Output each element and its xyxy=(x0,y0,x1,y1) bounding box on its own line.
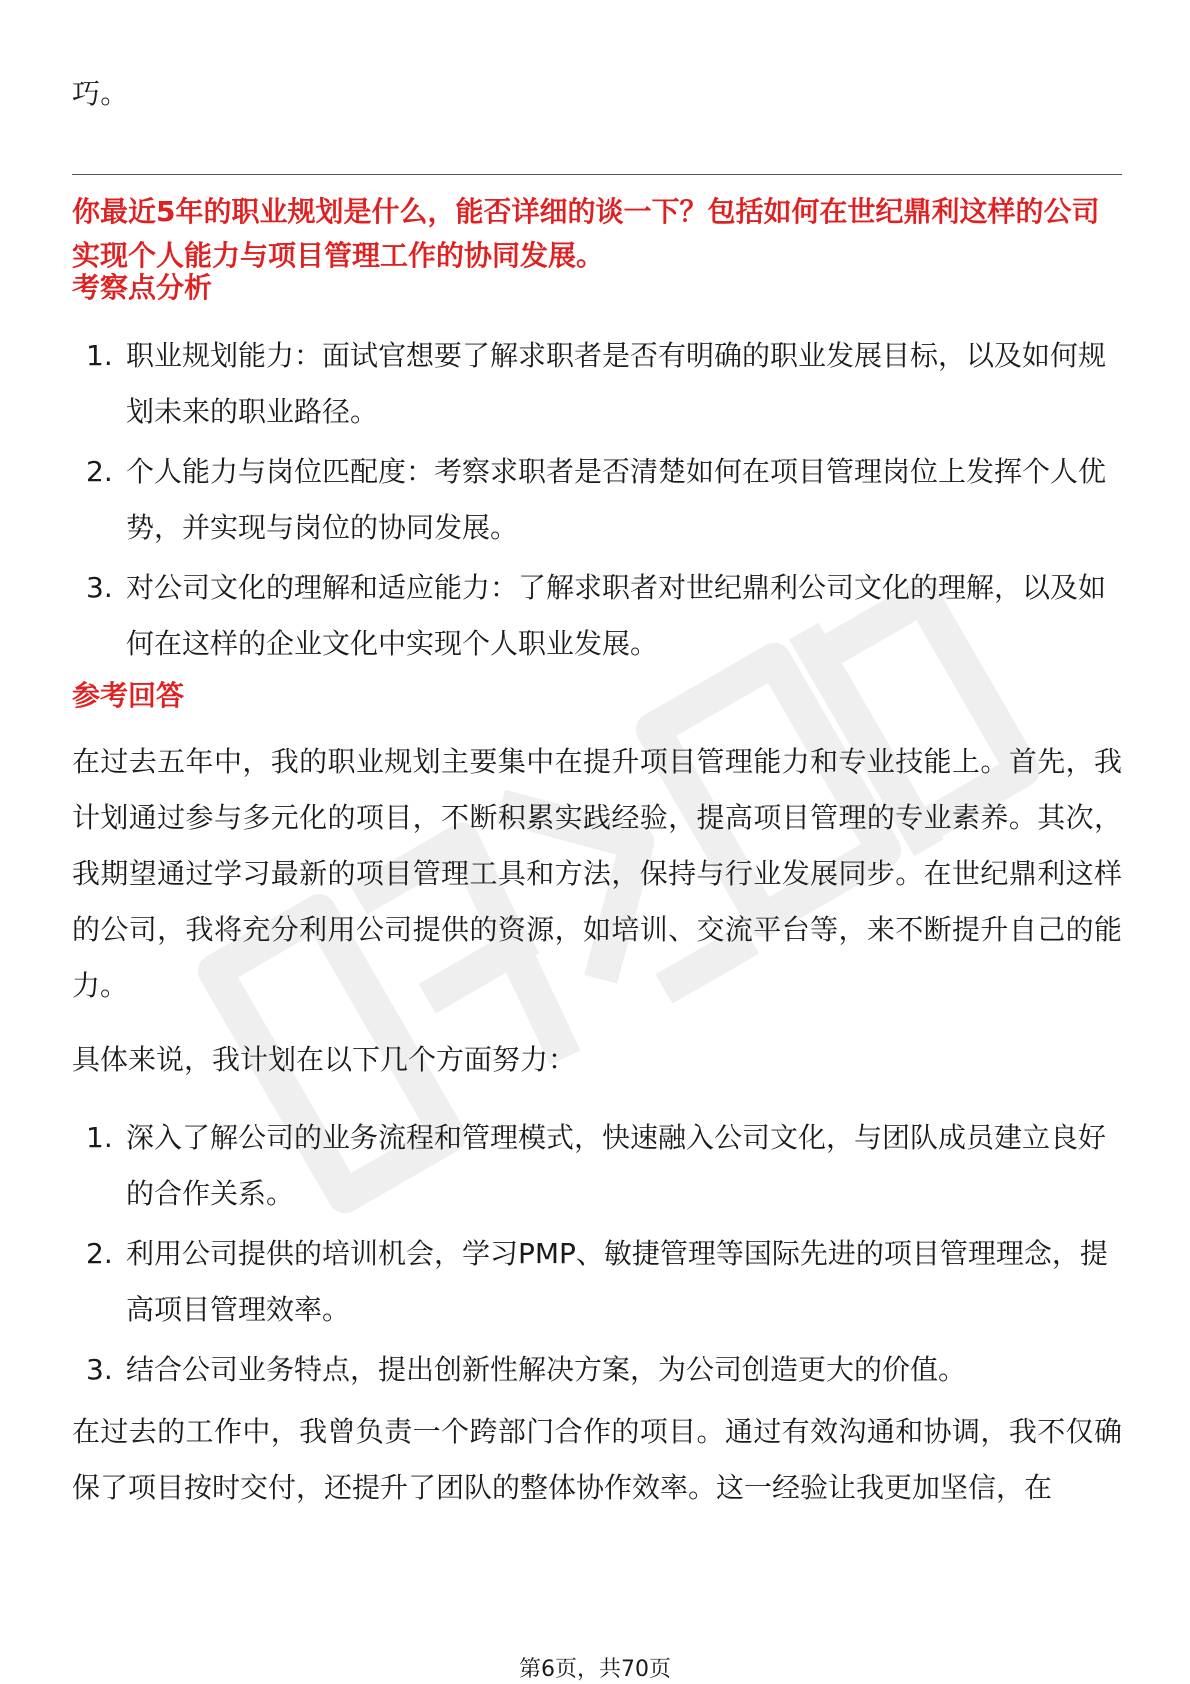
analysis-item xyxy=(72,328,1122,440)
list-number: 2. xyxy=(86,1237,113,1270)
plan-list xyxy=(72,1110,1122,1402)
analysis-item xyxy=(72,444,1122,556)
plan-item xyxy=(72,1342,1122,1398)
interview-question: 你最近5年的职业规划是什么，能否详细的谈一下？包括如何在世纪鼎利这样的公司实现个人能力与项目管理工作的协同发展。 xyxy=(72,195,1100,272)
list-item-text: 个人能力与岗位匹配度：考察求职者是否清楚如何在项目管理岗位上发挥个人优势，并实现与岗位的协同发展。 xyxy=(126,455,1107,544)
continuation-text: 巧。 xyxy=(72,77,129,110)
list-item-text: 深入了解公司的业务流程和管理模式，快速融入公司文化，与团队成员建立良好的合作关系。 xyxy=(126,1121,1107,1210)
analysis-item xyxy=(72,560,1122,672)
plan-item xyxy=(72,1226,1122,1338)
list-number: 1. xyxy=(86,339,113,372)
list-item-text: 职业规划能力：面试官想要了解求职者是否有明确的职业发展目标，以及如何规划未来的职业路径。 xyxy=(126,339,1107,428)
answer-heading: 参考回答 xyxy=(72,679,185,712)
answer-paragraph-1: 在过去五年中，我的职业规划主要集中在提升项目管理能力和专业技能上。首先，我计划通过参与多元化的项目，不断积累实践经验，提高项目管理的专业素养。其次，我期望通过学习最新的项目管理工具和方法，保持与行业发展同步。在世纪鼎利这样的公司，我将充分利用公司提供的资源，如培训、交流平台等，来不断提升自己的能力。 xyxy=(72,745,1122,1002)
section-divider xyxy=(72,174,1122,175)
list-item-text: 结合公司业务特点，提出创新性解决方案，为公司创造更大的价值。 xyxy=(126,1353,967,1386)
plan-item xyxy=(72,1110,1122,1222)
analysis-list xyxy=(72,328,1122,676)
page-number-footer: 第6页，共70页 xyxy=(519,1657,671,1682)
list-item-text: 对公司文化的理解和适应能力：了解求职者对世纪鼎利公司文化的理解，以及如何在这样的企业文化中实现个人职业发展。 xyxy=(126,571,1107,660)
answer-paragraph-2: 具体来说，我计划在以下几个方面努力： xyxy=(72,1043,577,1076)
list-number: 3. xyxy=(86,1353,113,1386)
list-item-text: 利用公司提供的培训机会，学习PMP、敏捷管理等国际先进的项目管理理念，提高项目管理效率。 xyxy=(126,1237,1108,1326)
list-number: 1. xyxy=(86,1121,113,1154)
analysis-heading: 考察点分析 xyxy=(72,271,213,304)
answer-paragraph-3: 在过去的工作中，我曾负责一个跨部门合作的项目。通过有效沟通和协调，我不仅确保了项目按时交付，还提升了团队的整体协作效率。这一经验让我更加坚信，在 xyxy=(72,1415,1122,1504)
list-number: 3. xyxy=(86,571,113,604)
list-number: 2. xyxy=(86,455,113,488)
